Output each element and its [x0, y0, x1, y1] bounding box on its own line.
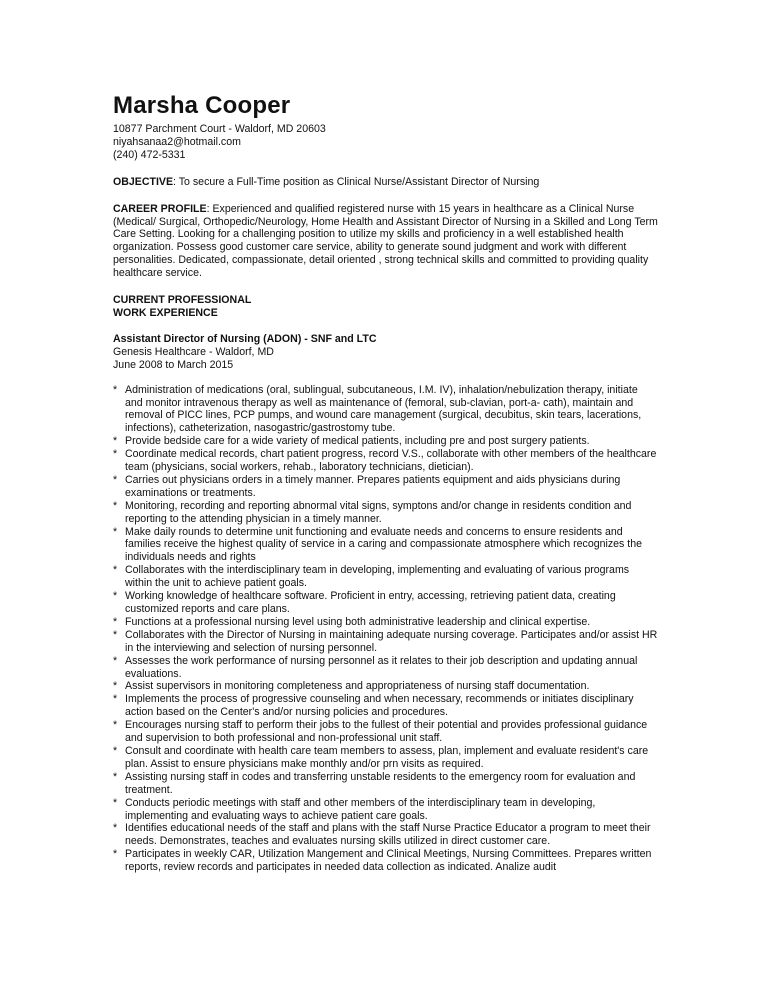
- career-profile-label: CAREER PROFILE: [113, 202, 207, 215]
- bullet-marker: *: [113, 693, 118, 706]
- bullet-text: Implements the process of progressive counseling and when necessary, recommends or initiates disciplinary action based on the Center's and/or nursing policies and procedures.: [125, 693, 634, 719]
- list-item: [113, 590, 658, 616]
- bullet-marker: *: [113, 822, 118, 835]
- list-item: [113, 719, 658, 745]
- bullet-text: Provide bedside care for a wide variety of medical patients, including pre and post surgery patients.: [125, 435, 590, 448]
- objective-text: To secure a Full-Time position as Clinical Nurse/Assistant Director of Nursing: [178, 175, 540, 188]
- bullet-marker: *: [113, 654, 118, 667]
- bullet-text: Collaborates with the interdisciplinary team in developing, implementing and evaluating of various programs within the unit to achieve patient goals.: [125, 564, 630, 590]
- bullet-text: Consult and coordinate with health care team members to assess, plan, implement and evaluate resident's care plan. Assist to ensure physicians make monthly and/or prn visits as required.: [125, 744, 649, 770]
- bullet-text: Assesses the work performance of nursing personnel as it relates to their job description and updating annual evaluations.: [125, 654, 638, 680]
- bullet-marker: *: [113, 719, 118, 732]
- objective-section: OBJECTIVE: To secure a Full-Time position as Clinical Nurse/Assistant Director of Nursing: [113, 175, 540, 188]
- bullet-text: Collaborates with the Director of Nursing in maintaining adequate nursing coverage. Participates and/or assist HR in the interviewing and selection of nursing personnel.: [125, 628, 658, 654]
- bullet-text: Working knowledge of healthcare software. Proficient in entry, accessing, retrieving patient data, creating customized reports and care plans.: [125, 590, 616, 615]
- job-employer: Genesis Healthcare - Waldorf, MD: [113, 345, 274, 358]
- bullet-text: Coordinate medical records, chart patient progress, record V.S., collaborate with other members of the healthcare team (physicians, social workers, rehab., laboratory technicians, dietician).: [125, 448, 657, 474]
- bullet-marker: *: [113, 770, 118, 783]
- list-item: [113, 848, 658, 874]
- list-item: [113, 822, 658, 848]
- list-item: [113, 629, 658, 655]
- bullet-text: Assist supervisors in monitoring completeness and appropriateness of nursing staff documentation.: [125, 680, 590, 693]
- bullet-marker: *: [113, 796, 118, 809]
- bullet-text: Administration of medications (oral, sublingual, subcutaneous, I.M. IV), inhalation/nebulization therapy, initiate and monitor intravenous therapy as well as maintenance of (femoral, sub-clavian, port-a- cath), maintain and removal of PICC lines, PCP pumps, and wound care management (surgical, decubitus, skin tears, lacerations, infections), catheterization, nasogastric/gastrostomy tube.: [125, 383, 642, 435]
- job-title: Assistant Director of Nursing (ADON) - SNF and LTC: [113, 332, 377, 345]
- list-item: [113, 745, 658, 771]
- bullet-text: Encourages nursing staff to perform their jobs to the fullest of their potential and provides professional guidance and supervision to both professional and non-professional unit staff.: [125, 719, 648, 745]
- bullet-marker: *: [113, 383, 118, 396]
- bullet-marker: *: [113, 590, 118, 603]
- list-item: [113, 448, 658, 474]
- bullet-marker: *: [113, 435, 118, 448]
- bullet-marker: *: [113, 499, 118, 512]
- bullet-text: Conducts periodic meetings with staff and other members of the interdisciplinary team in developing, implementing and evaluating ways to achieve patient care goals.: [125, 796, 596, 822]
- experience-heading-line1: CURRENT PROFESSIONAL: [113, 294, 252, 307]
- bullet-text: Monitoring, recording and reporting abnormal vital signs, symptons and/or change in residents condition and reporting to the attending physician in a timely manner.: [125, 499, 632, 525]
- career-profile-text: Experienced and qualified registered nurse with 15 years in healthcare as a Clinical Nurse (Medical/ Surgical, Orthopedic/Neurology, Home Health and Assistant Director of Nursing in a Skilled and Long Term Care Setting. Looking for a challenging position to utilize my skills and proficiency in a well established health organization. Possess good customer care service, ability to generate sound judgment and work with different personalities. Dedicated, compassionate, detail oriented , strong technical skills and committed to providing quality healthcare service.: [113, 202, 658, 280]
- list-item: [113, 655, 658, 681]
- bullet-marker: *: [113, 564, 118, 577]
- list-item: [113, 680, 658, 693]
- experience-heading-line2: WORK EXPERIENCE: [113, 306, 218, 319]
- bullet-text: Participates in weekly CAR, Utilization Mangement and Clinical Meetings, Nursing Committees. Prepares written reports, review records and participates in needed data collection as indicated. Analize audit: [125, 848, 652, 874]
- list-item: [113, 526, 658, 565]
- job-entry: [113, 333, 658, 874]
- list-item: [113, 564, 658, 590]
- bullet-text: Functions at a professional nursing level using both administrative leadership and clinical expertise.: [125, 615, 591, 628]
- list-item: [113, 797, 658, 823]
- list-item: [113, 693, 658, 719]
- list-item: [113, 435, 658, 448]
- address-line: 10877 Parchment Court - Waldorf, MD 20603: [113, 123, 326, 135]
- bullet-marker: *: [113, 448, 118, 461]
- bullet-marker: *: [113, 628, 118, 641]
- bullet-marker: *: [113, 848, 118, 861]
- bullet-marker: *: [113, 615, 118, 628]
- job-bullet-list: [113, 384, 658, 874]
- bullet-marker: *: [113, 680, 118, 693]
- career-profile-section: CAREER PROFILE: Experienced and qualified registered nurse with 15 years in healthcare as a Clinical Nurse (Medical/ Surgical, Orthopedic/Neurology, Home Health and Assistant Director of Nursing in a Skilled and Long Term Care Setting. Looking for a challenging position to utilize my skills and proficiency in a well established health organization. Possess good customer care service, ability to generate sound judgment and work with different personalities. Dedicated, compassionate, detail oriented , strong technical skills and committed to providing quality healthcare service.: [113, 202, 658, 280]
- bullet-text: Assisting nursing staff in codes and transferring unstable residents to the emergency room for evaluation and treatment.: [125, 770, 636, 796]
- bullet-marker: *: [113, 473, 118, 486]
- list-item: [113, 771, 658, 797]
- bullet-marker: *: [113, 525, 118, 538]
- list-item: [113, 500, 658, 526]
- candidate-name: Marsha Cooper: [113, 92, 291, 119]
- bullet-text: Carries out physicians orders in a timely manner. Prepares patients equipment and aids physicians during examinations or treatments.: [125, 473, 621, 499]
- list-item: [113, 384, 658, 436]
- bullet-text: Identifies educational needs of the staff and plans with the staff Nurse Practice Educator a program to meet their needs. Demonstrates, teaches and evaluates nursing skills utilized in direct customer care.: [125, 822, 651, 848]
- resume-document: [113, 92, 658, 874]
- bullet-text: Make daily rounds to determine unit functioning and evaluate needs and concerns to ensure residents and families receive the highest quality of service in a caring and compassionate atmosphere which recognizes the individuals needs and rights: [125, 525, 643, 564]
- list-item: [113, 474, 658, 500]
- experience-section: [113, 294, 658, 874]
- phone-line: (240) 472-5331: [113, 148, 186, 161]
- bullet-marker: *: [113, 744, 118, 757]
- job-dates: June 2008 to March 2015: [113, 358, 234, 371]
- list-item: [113, 616, 658, 629]
- email-line: niyahsanaa2@hotmail.com: [113, 135, 241, 148]
- objective-label: OBJECTIVE: [113, 175, 174, 188]
